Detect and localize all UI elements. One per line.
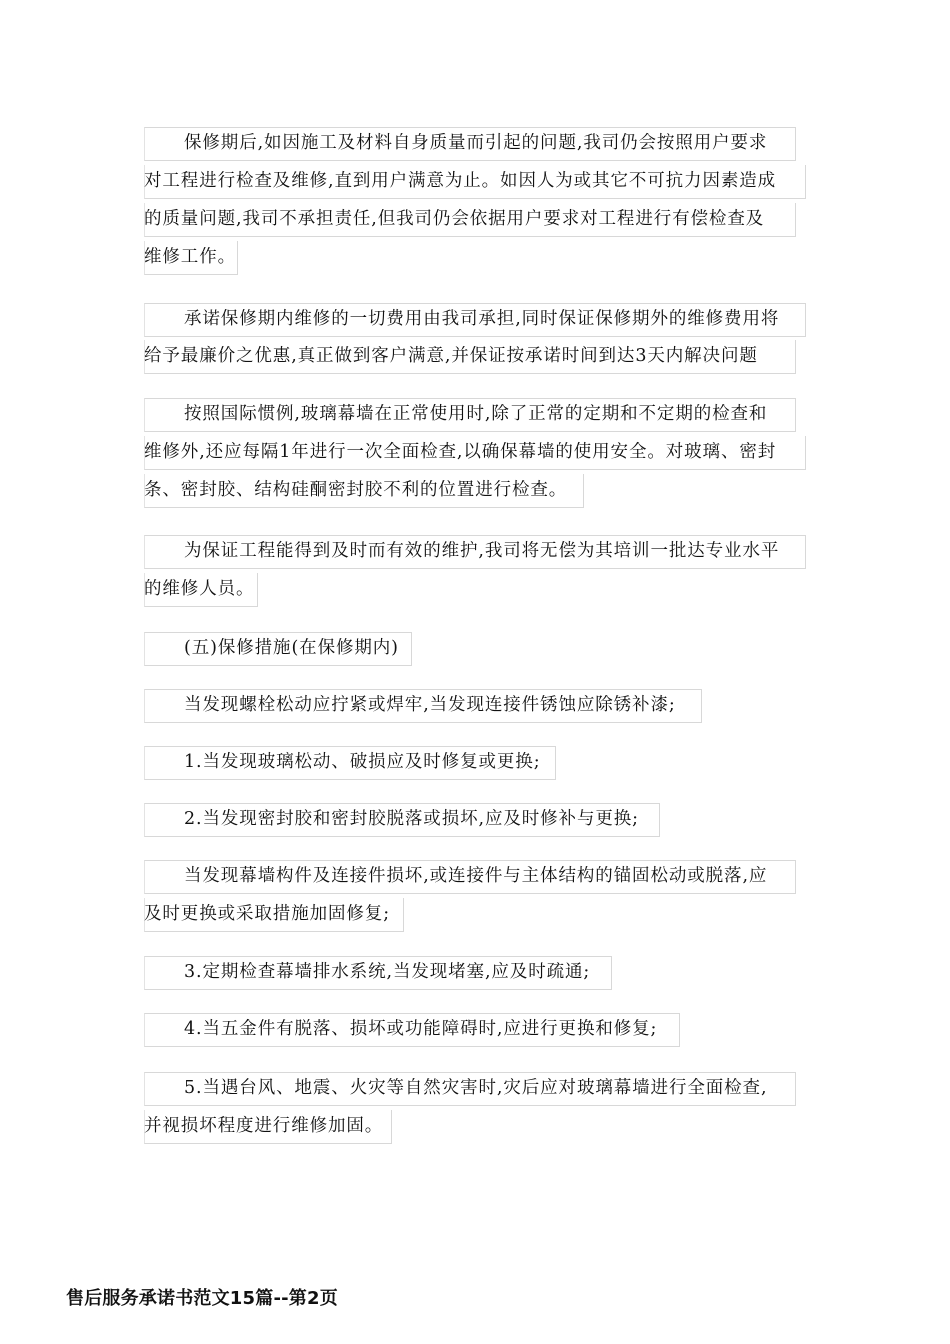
list-item: 1.当发现玻璃松动、破损应及时修复或更换; (184, 752, 541, 772)
page-footer: 售后服务承诺书范文15篇--第2页 (66, 1288, 338, 1309)
list-item: 3.定期检查幕墙排水系统,当发现堵塞,应及时疏通; (184, 962, 591, 982)
list-item: 当发现幕墙构件及连接件损坏,或连接件与主体结构的锚固松动或脱落,应 (184, 866, 768, 886)
paragraph-line: 的维修人员。 (144, 579, 255, 599)
list-item: 5.当遇台风、地震、火灾等自然灾害时,灾后应对玻璃幕墙进行全面检查, (184, 1078, 768, 1098)
paragraph-line: 给予最廉价之优惠,真正做到客户满意,并保证按承诺时间到达3天内解决问题 (144, 346, 758, 366)
section-heading: (五)保修措施(在保修期内) (184, 638, 399, 658)
paragraph-line: 的质量问题,我司不承担责任,但我司仍会依据用户要求对工程进行有偿检查及 (144, 209, 765, 229)
list-item: 并视损坏程度进行维修加固。 (144, 1116, 384, 1136)
paragraph-line: 按照国际惯例,玻璃幕墙在正常使用时,除了正常的定期和不定期的检查和 (184, 404, 768, 424)
list-item: 2.当发现密封胶和密封胶脱落或损坏,应及时修补与更换; (184, 809, 639, 829)
paragraph-line: 维修工作。 (144, 247, 236, 267)
paragraph-line: 维修外,还应每隔1年进行一次全面检查,以确保幕墙的使用安全。对玻璃、密封 (144, 442, 777, 462)
list-item: 及时更换或采取措施加固修复; (144, 904, 390, 924)
paragraph-line: 对工程进行检查及维修,直到用户满意为止。如因人为或其它不可抗力因素造成 (144, 171, 777, 191)
list-item: 当发现螺栓松动应拧紧或焊牢,当发现连接件锈蚀应除锈补漆; (184, 695, 676, 715)
paragraph-line: 为保证工程能得到及时而有效的维护,我司将无偿为其培训一批达专业水平 (184, 541, 780, 561)
paragraph-line: 保修期后,如因施工及材料自身质量而引起的问题,我司仍会按照用户要求 (184, 133, 768, 153)
paragraph-line: 条、密封胶、结构硅酮密封胶不利的位置进行检查。 (144, 480, 568, 500)
list-item: 4.当五金件有脱落、损坏或功能障碍时,应进行更换和修复; (184, 1019, 658, 1039)
paragraph-line: 承诺保修期内维修的一切费用由我司承担,同时保证保修期外的维修费用将 (184, 309, 780, 329)
